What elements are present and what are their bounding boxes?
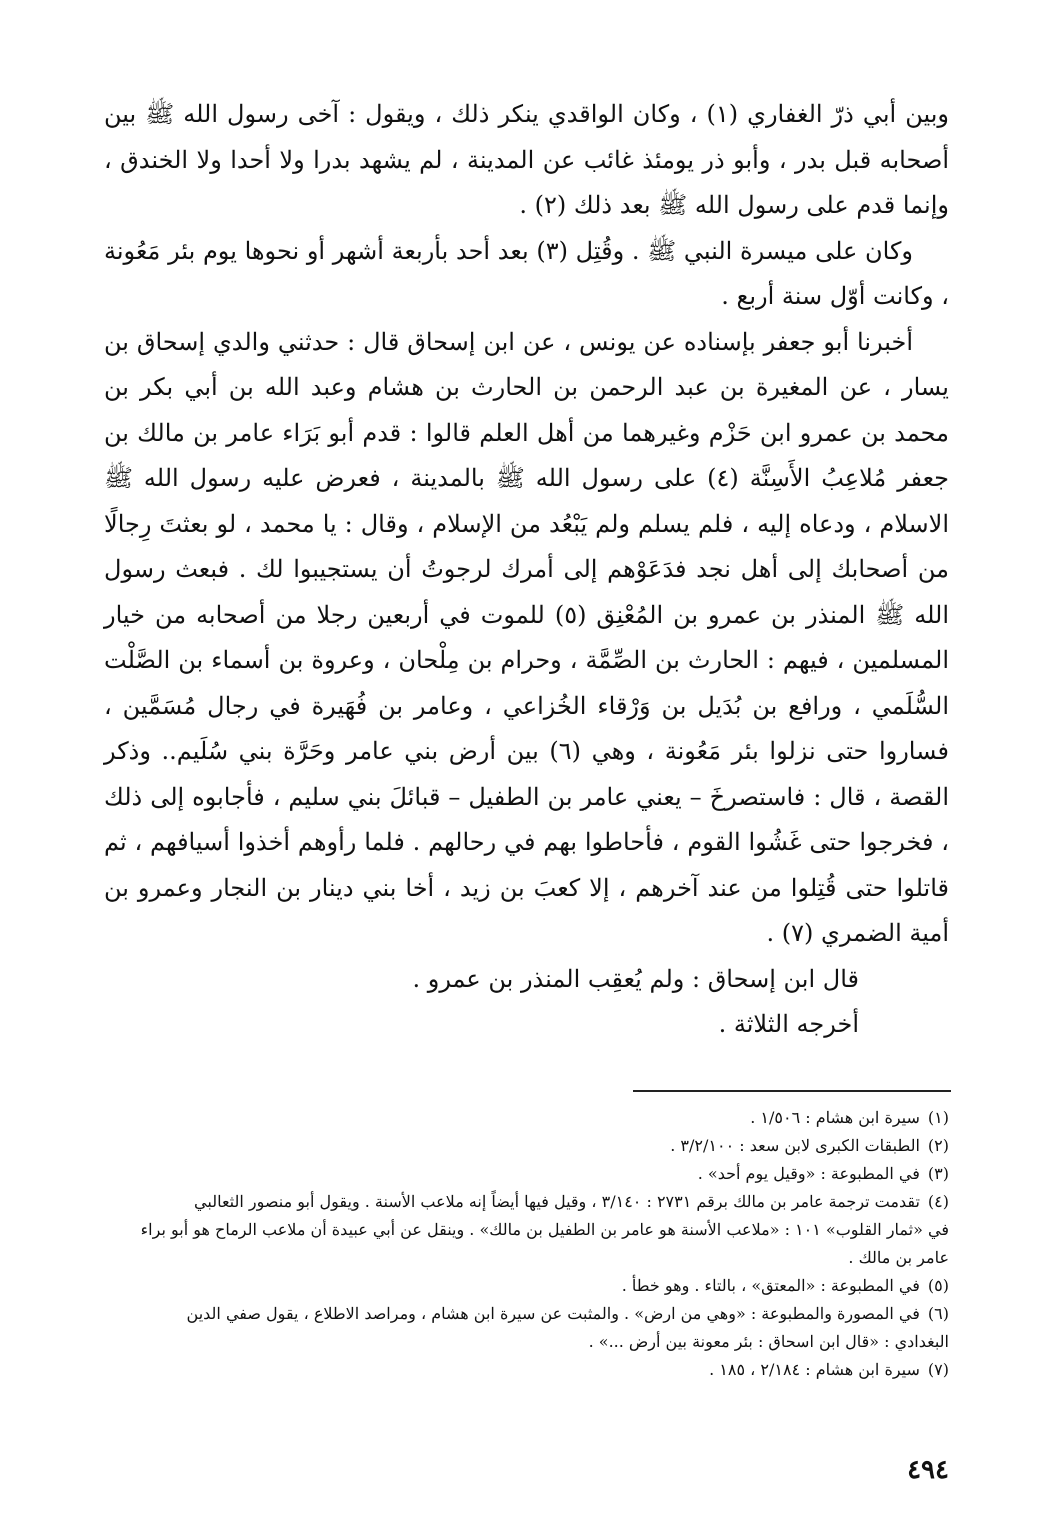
page-number: ٤٩٤ [907,1455,949,1485]
footnote-number: (٣) [927,1164,949,1183]
paragraph-2: وكان على ميسرة النبي ﷺ . وقُتِل (٣) بعد أحد بأربعة أشهر أو نحوها يوم بئر مَعُونة ، وكانت أوّل سنة أربع . [104,236,949,310]
footnote-1 [104,1104,949,1132]
main-text [104,92,949,1048]
footnote-number: (١) [927,1108,949,1127]
footnote-6-continuation: البغدادي : «قال ابن اسحاق : بئر معونة بين أرض ...» . [588,1332,949,1351]
footnote-7 [104,1356,949,1384]
footnote-text: الطبقات الكبرى لابن سعد : ٣/٢/١٠٠ . [670,1136,920,1155]
footnote-5 [104,1272,949,1300]
paragraph-3: أخبرنا أبو جعفر بإسناده عن يونس ، عن ابن إسحاق قال : حدثني والدي إسحاق بن يسار ، عن المغيرة بن عبد الرحمن بن الحارث بن هشام وعبد الله بن أبي بكر بن محمد بن عمرو ابن حَزْم وغيرهما من أهل العلم قالوا : قدم أبو بَرَاء عامر بن مالك بن جعفر مُلاعِبُ الأَسِنَّة (٤) على رسول الله ﷺ بالمدينة ، فعرض عليه رسول الله ﷺ الاسلام ، ودعاه إليه ، فلم يسلم ولم يَبْعُد من الإسلام ، وقال : يا محمد ، لو بعثتَ رِجالًا من أصحابك إلى أهل نجد فدَعَوْهم إلى أمرك لرجوتُ أن يستجيبوا لك . فبعث رسول الله ﷺ المنذر بن عمرو بن المُعْنِق (٥) للموت في أربعين رجلا من أصحابه من خيار المسلمين ، فيهم : الحارث بن الصِّمَّة ، وحرام بن مِلْحان ، وعروة بن أسماء بن الصَّلْت السُّلَمي ، ورافع بن بُدَيل بن وَرْقاء الخُزاعي ، وعامر بن فُهَيرة في رجال مُسَمَّين ، فساروا حتى نزلوا بئر مَعُونة ، وهي (٦) بين أرض بني عامر وحَرَّة بني سُلَيم.. وذكر القصة ، قال : فاستصرخَ – يعني عامر بن الطفيل – قبائلَ بني سليم ، فأجابوه إلى ذلك ، فخرجوا حتى غَشُوا القوم ، فأحاطوا بهم في رحالهم . فلما رأوهم أخذوا أسيافهم ، ثم قاتلوا حتى قُتِلوا من عند آخرهم ، إلا كعبَ بن زيد ، أخا بني دينار بن النجار وعمرو بن أمية الضمري (٧) . [104,327,950,947]
footnote-number: (٧) [927,1360,949,1379]
closing-line-2: أخرجه الثلاثة . [718,1010,859,1038]
footnote-number: (٢) [927,1136,949,1155]
closing-line-1: قال ابن إسحاق : ولم يُعقِب المنذر بن عمرو . [412,964,859,993]
footnote-4-continuation-2: عامر بن مالك . [848,1248,949,1267]
paragraph-1: وبين أبي ذرّ الغفاري (١) ، وكان الواقدي ينكر ذلك ، ويقول : آخى رسول الله ﷺ بين أصحابه قبل بدر ، وأبو ذر يومئذ غائب عن المدينة ، لم يشهد بدرا ولا أحدا ولا الخندق ، وإنما قدم على رسول الله ﷺ بعد ذلك (٢) . [104,100,949,219]
footnotes [104,1104,949,1384]
footnote-text: في المطبوعة : «المعتق» ، بالتاء . وهو خطأ . [621,1276,920,1295]
footnote-text: في المصورة والمطبوعة : «وهي من ارض» . والمثبت عن سيرة ابن هشام ، ومراصد الاطلاع ، يقول صفي الدين [186,1304,920,1323]
footnote-4-continuation: في «ثمار القلوب» ١٠١ : «ملاعب الأسنة هو عامر بن الطفيل بن مالك» . وينقل عن أبي عبيدة أن ملاعب الرماح هو أبو براء [140,1220,949,1239]
footnote-text: تقدمت ترجمة عامر بن مالك برقم ٢٧٣١ : ٣/١٤٠ ، وقيل فيها أيضاً إنه ملاعب الأسنة . ويقول أبو منصور الثعالبي [194,1192,920,1211]
footnote-number: (٤) [927,1192,949,1211]
footnote-number: (٥) [927,1276,949,1295]
footnote-number: (٦) [927,1304,949,1323]
footnote-text: سيرة ابن هشام : ١/٥٠٦ . [750,1108,920,1127]
footnote-6 [104,1300,949,1328]
footnote-4 [104,1188,949,1216]
footnote-separator [633,1090,951,1092]
footnote-text: في المطبوعة : «وقيل يوم أحد» . [697,1164,920,1183]
footnote-3 [104,1160,949,1188]
footnote-text: سيرة ابن هشام : ٢/١٨٤ ، ١٨٥ . [709,1360,920,1379]
footnote-2 [104,1132,949,1160]
